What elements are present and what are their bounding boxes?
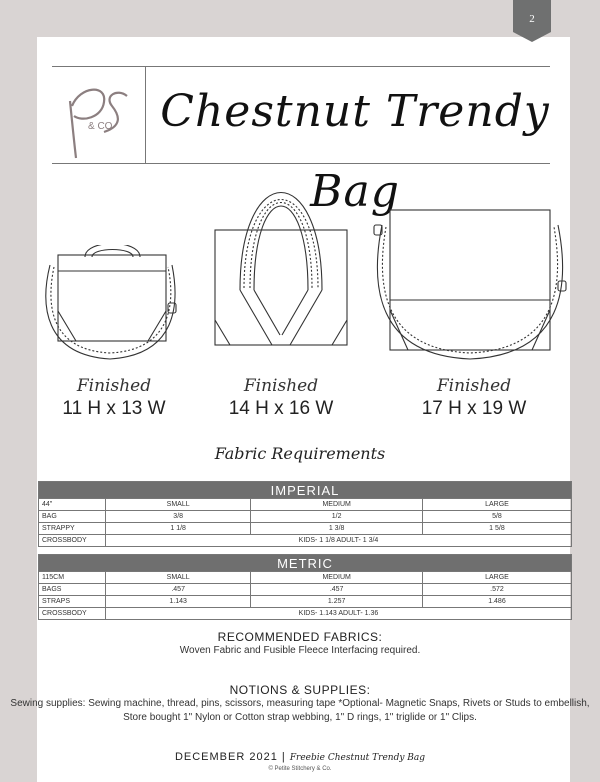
table-cell: .572	[422, 584, 571, 596]
table-cell: .457	[251, 584, 423, 596]
imperial-band	[39, 482, 572, 499]
bag-small-caption	[34, 376, 194, 420]
table-row	[39, 608, 572, 620]
table-cell: BAG	[39, 511, 106, 523]
imperial-header-cell: SMALL	[106, 499, 251, 511]
table-cell: 1.143	[106, 596, 251, 608]
metric-header-cell: MEDIUM	[251, 572, 423, 584]
table-cell: STRAPPY	[39, 523, 106, 535]
bag-large-caption	[394, 376, 554, 420]
metric-header-cell: SMALL	[106, 572, 251, 584]
metric-header-cell: 115CM	[39, 572, 106, 584]
metric-header-cell: LARGE	[422, 572, 571, 584]
table-cell: BAGS	[39, 584, 106, 596]
metric-band-label: METRIC	[39, 555, 572, 572]
table-cell: 5/8	[422, 511, 571, 523]
imperial-table	[38, 481, 572, 547]
bag-medium-caption	[201, 376, 361, 420]
metric-header-row	[39, 572, 572, 584]
table-cell: 1 5/8	[422, 523, 571, 535]
bag-large-illustration	[370, 205, 570, 365]
footer-pattern-name: Freebie Chestnut Trendy Bag	[289, 753, 426, 763]
header-bottom-rule	[52, 163, 550, 164]
notions-heading: NOTIONS & SUPPLIES:	[229, 683, 371, 697]
table-cell: CROSSBODY	[39, 608, 106, 620]
table-cell: STRAPS	[39, 596, 106, 608]
footer	[0, 751, 600, 763]
table-cell: .457	[106, 584, 251, 596]
bag-medium-illustration	[210, 180, 352, 350]
bag-small-label: Finished	[76, 376, 152, 396]
table-row	[39, 523, 572, 535]
imperial-band-label: IMPERIAL	[39, 482, 572, 499]
table-cell: 1/2	[251, 511, 423, 523]
table-row	[39, 511, 572, 523]
table-cell: 1.257	[251, 596, 423, 608]
table-cell: CROSSBODY	[39, 535, 106, 547]
brand-logo	[52, 66, 146, 163]
notions-text: Sewing supplies: Sewing machine, thread, pins, scissors, measuring tape *Optional- Magnetic Snaps, Rivets or Studs to embellish, Store bought 1" Nylon or Cotton strap webbing, 1" D rings, 1" triglide or 1" Clips.	[10, 698, 590, 723]
metric-table	[38, 554, 572, 620]
bag-large-size: 17 H x 19 W	[421, 398, 527, 419]
table-cell: KIDS- 1.143 ADULT- 1.36	[106, 608, 572, 620]
imperial-header-row	[39, 499, 572, 511]
bag-large-label: Finished	[436, 376, 512, 396]
table-row	[39, 535, 572, 547]
logo-subtext: & CO	[88, 121, 113, 132]
bag-small-illustration	[40, 245, 182, 365]
table-cell: 1.486	[422, 596, 571, 608]
imperial-header-cell: LARGE	[422, 499, 571, 511]
pattern-title: Chestnut Trendy Bag	[160, 86, 550, 217]
table-row	[39, 596, 572, 608]
metric-band	[39, 555, 572, 572]
imperial-header-cell: MEDIUM	[251, 499, 423, 511]
table-cell: KIDS- 1 1/8 ADULT- 1 3/4	[106, 535, 572, 547]
copyright: © Petite Stitchery & Co.	[268, 766, 332, 772]
footer-date: DECEMBER 2021	[174, 751, 278, 763]
bag-medium-label: Finished	[243, 376, 319, 396]
table-cell: 1 1/8	[106, 523, 251, 535]
table-row	[39, 584, 572, 596]
imperial-header-cell: 44"	[39, 499, 106, 511]
recommended-fabrics-text: Woven Fabric and Fusible Fleece Interfacing required.	[179, 645, 421, 656]
bag-medium-size: 14 H x 16 W	[228, 398, 334, 419]
table-cell: 3/8	[106, 511, 251, 523]
page-number: 2	[529, 13, 535, 25]
bag-small-size: 11 H x 13 W	[62, 398, 166, 419]
footer-separator: |	[281, 751, 286, 763]
fabric-requirements-title: Fabric Requirements	[214, 444, 386, 463]
recommended-fabrics-heading: RECOMMENDED FABRICS:	[217, 630, 383, 644]
table-cell: 1 3/8	[251, 523, 423, 535]
